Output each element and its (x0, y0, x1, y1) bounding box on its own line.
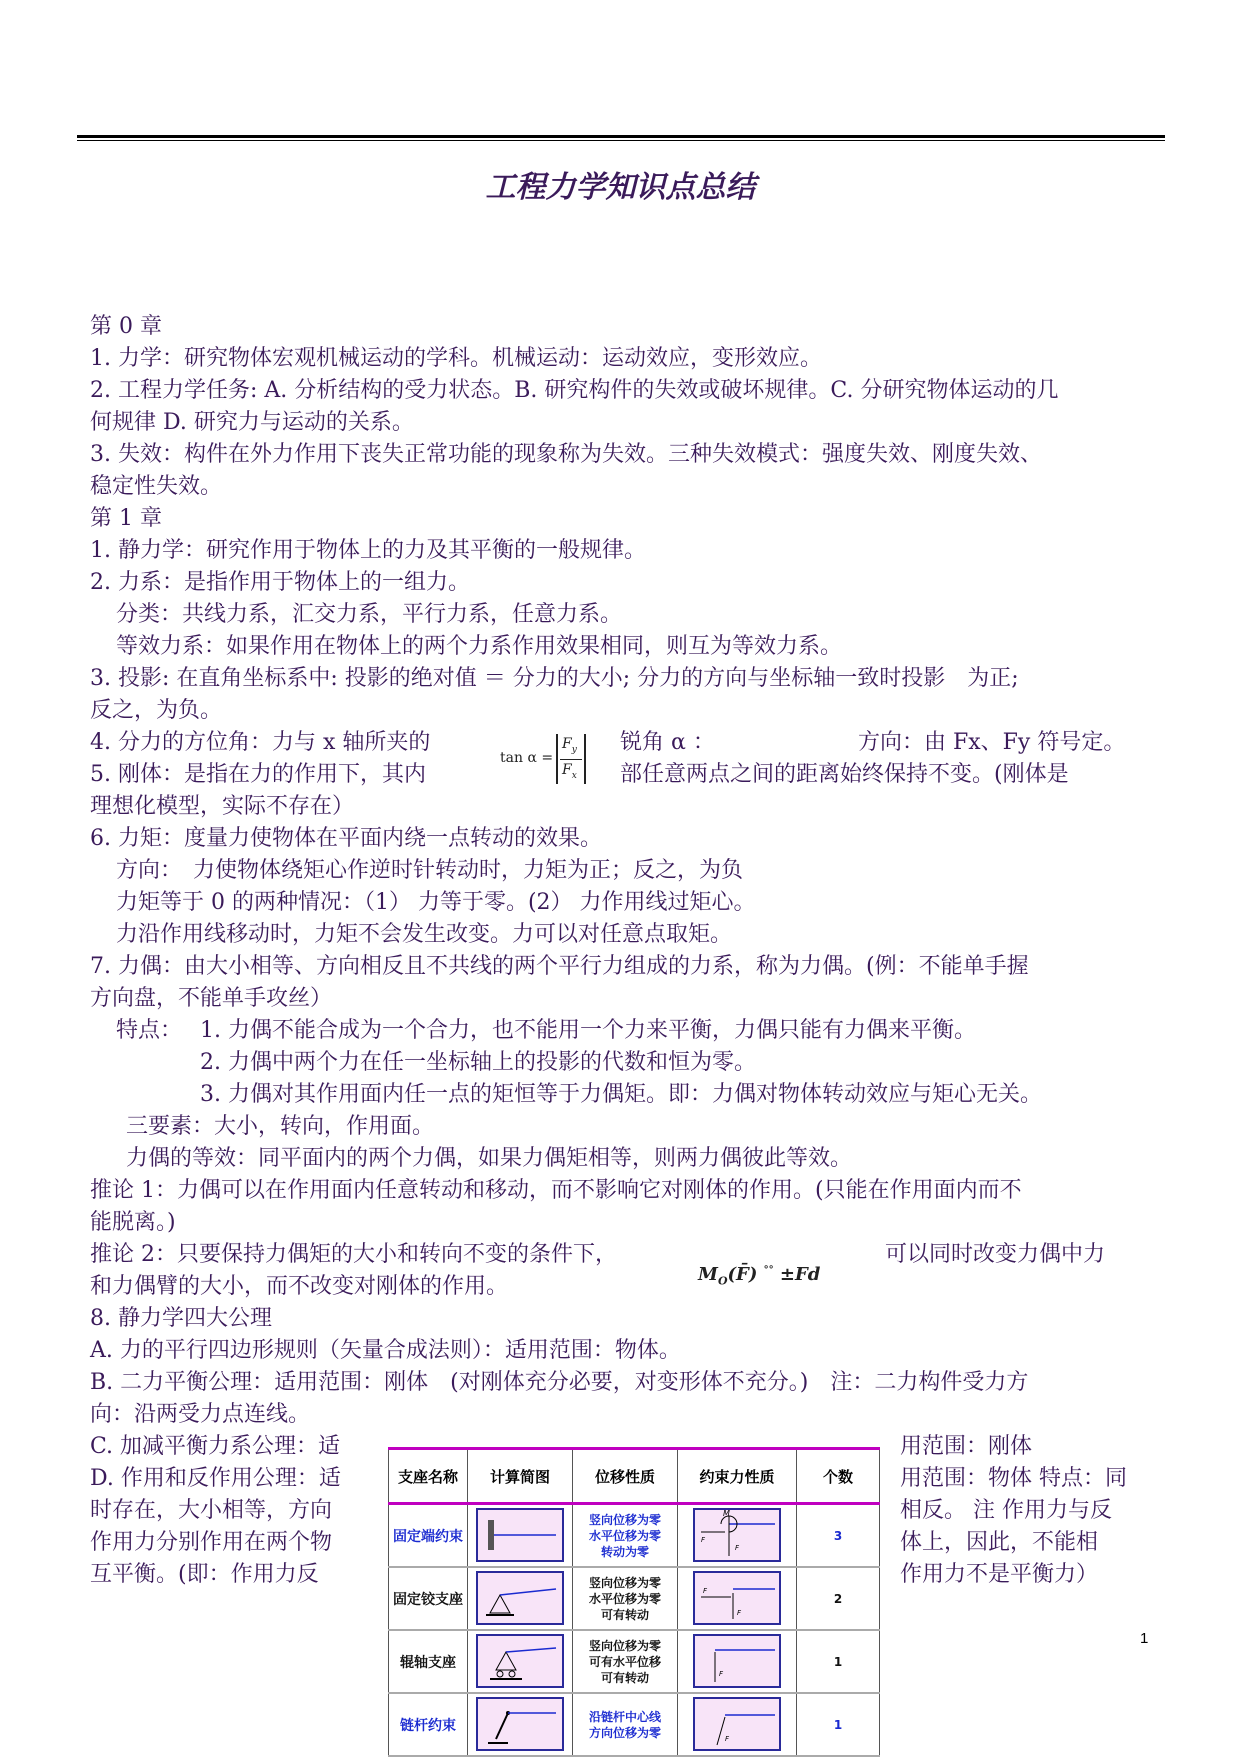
table-header: 约束力性质 (678, 1449, 797, 1504)
text-line: 用范围：物体 特点：同 (900, 1466, 1127, 1491)
text-line: 向：沿两受力点连线。 (90, 1402, 311, 1427)
reaction-count: 2 (797, 1567, 880, 1630)
text-line: 时存在，大小相等，方向 (90, 1498, 333, 1523)
text-line: 三要素：大小，转向，作用面。 (126, 1114, 435, 1139)
text-line: 作用力分别作用在两个物 (90, 1530, 333, 1555)
text-line: 力沿作用线移动时，力矩不会发生改变。力可以对任意点取矩。 (116, 922, 733, 947)
text-line: 反之，为负。 (90, 698, 223, 723)
text-line: 7. 力偶：由大小相等、方向相反且不共线的两个平行力组成的力系，称为力偶。(例：不能单手握 (90, 954, 1029, 979)
table-header-row (389, 1449, 880, 1504)
text-line: 理想化模型，实际不存在） (90, 794, 355, 819)
moment-rhs: ±Fd (779, 1264, 821, 1285)
text-line: C. 加减平衡力系公理：适 (90, 1434, 341, 1459)
text-line: 5. 刚体：是指在力的作用下，其内 (90, 762, 426, 787)
text-line: 2. 力系：是指作用于物体上的一组力。 (90, 570, 470, 595)
text-line: 1. 力学：研究物体宏观机械运动的学科。机械运动：运动效应，变形效应。 (90, 346, 822, 371)
force-label: F (725, 1734, 730, 1743)
fixed-end-sketch (476, 1508, 564, 1562)
support-types-table (388, 1447, 880, 1754)
table-header: 计算简图 (468, 1449, 573, 1504)
chapter-1-heading: 第 1 章 (90, 506, 162, 531)
text-line: 方向盘，不能单手攻丝） (90, 986, 333, 1011)
displacement-props: 竖向位移为零 可有水平位移 可有转动 (573, 1630, 678, 1693)
text-line: 6. 力矩：度量力使物体在平面内绕一点转动的效果。 (90, 826, 602, 851)
link-support-sketch (476, 1697, 564, 1751)
force-label: F (737, 1608, 742, 1617)
roller-support-sketch (476, 1634, 564, 1688)
roller-forces-sketch (693, 1634, 781, 1688)
text-line: 力偶的等效：同平面内的两个力偶，如果力偶矩相等，则两力偶彼此等效。 (126, 1146, 853, 1171)
table-header: 个数 (797, 1449, 880, 1504)
formula-numerator: F (562, 736, 572, 752)
formula-denominator-sub: x (571, 770, 577, 781)
table-row (389, 1693, 880, 1756)
text-line: 3. 投影: 在直角坐标系中: 投影的绝对值 ＝ 分力的大小; 分力的方向与坐标轴一致时投影 为正; (90, 666, 1019, 691)
text-line: 4. 分力的方位角：力与 x 轴所夹的 (90, 730, 431, 755)
table-row (389, 1504, 880, 1568)
text-line: 等效力系：如果作用在物体上的两个力系作用效果相同，则互为等效力系。 (116, 634, 843, 659)
reaction-count: 1 (797, 1693, 880, 1756)
moment-subscript: O (717, 1274, 728, 1288)
document-title: 工程力学知识点总结 (485, 170, 756, 205)
text-line: 可以同时改变力偶中力 (885, 1242, 1106, 1267)
tan-alpha-formula (500, 734, 600, 786)
text-line: 2. 力偶中两个力在任一坐标轴上的投影的代数和恒为零。 (200, 1050, 756, 1075)
force-label: F (735, 1543, 740, 1552)
text-line: 作用力不是平衡力） (900, 1562, 1099, 1587)
displacement-props: 竖向位移为零 水平位移为零 可有转动 (573, 1567, 678, 1630)
text-line: 2. 工程力学任务: A. 分析结构的受力状态。B. 研究构件的失效或破坏规律。C. 分研究物体运动的几 (90, 378, 1059, 403)
moment-symbol: M (698, 1264, 718, 1285)
link-forces-sketch (693, 1697, 781, 1751)
formula-denominator: F (562, 762, 572, 778)
support-name: 链杆约束 (389, 1693, 468, 1756)
force-label: F (701, 1535, 706, 1544)
text-line: 用范围：刚体 (900, 1434, 1033, 1459)
text-line: 特点： (116, 1018, 183, 1043)
formula-lhs: tan α = (500, 750, 554, 766)
text-line: 推论 1：力偶可以在作用面内任意转动和移动，而不影响它对刚体的作用。(只能在作用面内而不 (90, 1178, 1022, 1203)
reaction-count: 3 (797, 1504, 880, 1568)
text-line: 能脱离。) (90, 1210, 176, 1235)
text-line: 分类：共线力系，汇交力系，平行力系，任意力系。 (116, 602, 623, 627)
text-line: A. 力的平行四边形规则（矢量合成法则）：适用范围：物体。 (90, 1338, 681, 1363)
support-name: 固定端约束 (389, 1504, 468, 1568)
displacement-props: 竖向位移为零 水平位移为零 转动为零 (573, 1504, 678, 1568)
text-line: 相反。 注 作用力与反 (900, 1498, 1112, 1523)
pinned-forces-sketch (693, 1571, 781, 1625)
text-line: 方向：由 Fx、Fy 符号定。 (858, 730, 1126, 755)
text-line: 何规律 D. 研究力与运动的关系。 (90, 410, 414, 435)
text-line: 力矩等于 0 的两种情况：（1） 力等于零。(2） 力作用线过矩心。 (116, 890, 756, 915)
force-label: M (723, 1509, 730, 1518)
table-row (389, 1630, 880, 1693)
text-line: 1. 力偶不能合成为一个合力，也不能用一个力来平衡，力偶只能有力偶来平衡。 (200, 1018, 976, 1043)
text-line: 锐角 α ： (620, 730, 715, 755)
text-line: 和力偶臂的大小，而不改变对刚体的作用。 (90, 1274, 509, 1299)
text-line: 稳定性失效。 (90, 474, 223, 499)
reaction-count: 1 (797, 1630, 880, 1693)
text-line: 体上，因此，不能相 (900, 1530, 1099, 1555)
text-line: 8. 静力学四大公理 (90, 1306, 272, 1331)
text-line: 3. 力偶对其作用面内任一点的矩恒等于力偶矩。即：力偶对物体转动效应与矩心无关。 (200, 1082, 1042, 1107)
table-header: 支座名称 (389, 1449, 468, 1504)
top-rule-thick (77, 135, 1165, 138)
force-label: F (719, 1669, 724, 1678)
text-line: 互平衡。(即：作用力反 (90, 1562, 319, 1587)
text-line: 3. 失效：构件在外力作用下丧失正常功能的现象称为失效。三种失效模式：强度失效、刚度失效、 (90, 442, 1042, 467)
moment-argument: (F̄) (727, 1264, 758, 1285)
force-label: F (703, 1586, 708, 1595)
fixed-end-forces-sketch (693, 1508, 781, 1562)
text-line: 1. 静力学：研究作用于物体上的力及其平衡的一般规律。 (90, 538, 646, 563)
text-line: 推论 2：只要保持力偶矩的大小和转向不变的条件下， (90, 1242, 617, 1267)
page-number: 1 (1140, 1630, 1149, 1647)
table-header: 位移性质 (573, 1449, 678, 1504)
text-line: 方向： 力使物体绕矩心作逆时针转动时，力矩为正；反之，为负 (116, 858, 744, 883)
moment-formula: $M_O(F̄)$ °° ±Fd (698, 1264, 821, 1288)
support-name: 辊轴支座 (389, 1630, 468, 1693)
table-row (389, 1567, 880, 1630)
text-line: D. 作用和反作用公理：适 (90, 1466, 341, 1491)
chapter-0-heading: 第 0 章 (90, 314, 162, 339)
text-line: B. 二力平衡公理：适用范围：刚体 (对刚体充分必要，对变形体不充分。) 注：二力构件受力方 (90, 1370, 1029, 1395)
support-name: 固定铰支座 (389, 1567, 468, 1630)
displacement-props: 沿链杆中心线 方向位移为零 (573, 1693, 678, 1756)
pinned-support-sketch (476, 1571, 564, 1625)
formula-numerator-sub: y (571, 744, 577, 755)
text-line: 部任意两点之间的距离始终保持不变。(刚体是 (620, 762, 1069, 787)
top-rule-thin (77, 140, 1165, 141)
